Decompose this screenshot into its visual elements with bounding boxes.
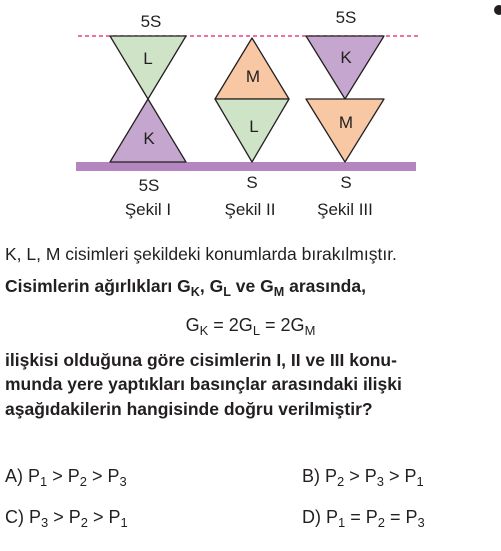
shape-I-top-area-label: 5S: [140, 12, 162, 31]
pressure-figure: [0, 0, 501, 235]
shape-II-bottom-area-label: S: [246, 173, 258, 192]
shape-III-bottom-area-label: S: [340, 173, 352, 192]
shape-II-upper-letter: M: [245, 67, 261, 86]
shape-II-lower-letter: L: [249, 117, 259, 136]
corner-dot: [494, 5, 501, 15]
shape-I-lower-letter: K: [143, 129, 155, 148]
option-d[interactable]: D) $P_1 = P_2 = P_3$: [302, 507, 425, 530]
option-a[interactable]: A) $P_1 > P_2 > P_3$: [5, 466, 127, 489]
weight-equation: $G_K = 2G_L = 2G_M$: [185, 315, 316, 338]
ground: [76, 162, 416, 171]
option-b[interactable]: B) $P_2 > P_3 > P_1$: [302, 466, 424, 489]
question-line-2: Cisimlerin ağırlıkları $G_K$, $G_L$ ve $G_M$ arasında,: [5, 276, 366, 299]
question-line-4: munda yere yaptıkları basınçlar arasındaki ilişki: [5, 374, 402, 394]
shape-III-caption: Şekil III: [317, 200, 373, 219]
shape-III-lower-letter: M: [338, 113, 354, 132]
shape-III-K-triangle: [306, 36, 384, 99]
shape-I-caption: Şekil I: [124, 200, 172, 219]
question-line-1: K, L, M cisimleri şekildeki konumlarda bırakılmıştır.: [5, 244, 397, 264]
shape-III-top-area-label: 5S: [335, 8, 357, 27]
question-line-3: ilişkisi olduğuna göre cisimlerin I, II ve III konu-: [5, 350, 397, 370]
shape-III-upper-letter: K: [340, 48, 352, 67]
question-line-5: aşağıdakilerin hangisinde doğru verilmiştir?: [5, 399, 373, 419]
option-c[interactable]: C) $P_3 > P_2 > P_1$: [5, 507, 128, 530]
shape-II-caption: Şekil II: [224, 200, 276, 219]
shape-I-upper-letter: L: [143, 49, 153, 68]
shape-I-bottom-area-label: 5S: [138, 176, 160, 195]
